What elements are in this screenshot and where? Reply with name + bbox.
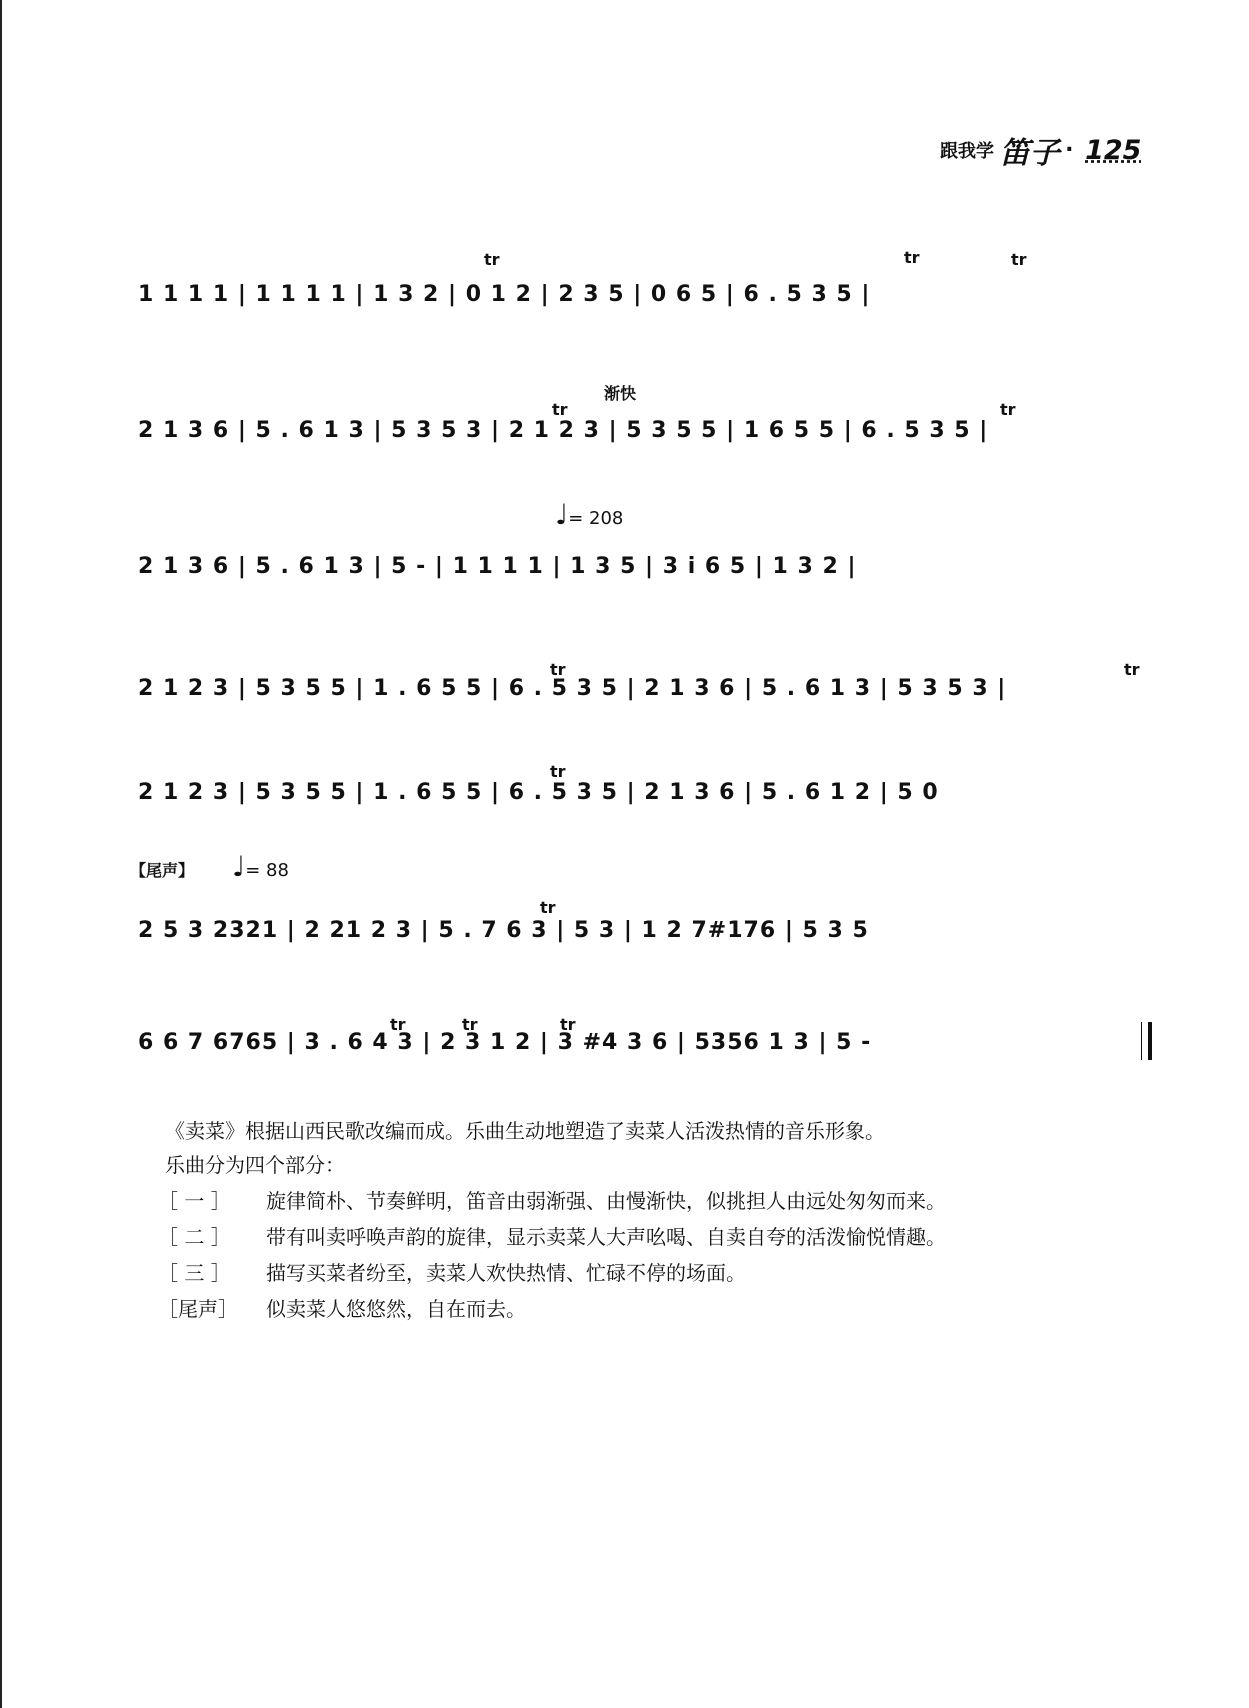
part-item bbox=[158, 1186, 1198, 1216]
trill-mark: tr bbox=[1011, 250, 1027, 269]
score-line: 2 5 3 2321 | 2 21 2 3 | 5 . 7 6 3 | 5 3 | 1 2 7#176 | 5 3 5 bbox=[138, 918, 869, 943]
trill-mark: tr bbox=[390, 1015, 406, 1034]
part-text: 描写买菜者纷至，卖菜人欢快热情、忙碌不停的场面。 bbox=[266, 1261, 746, 1285]
part-label: ［ 三 ］ bbox=[158, 1261, 231, 1285]
part-item bbox=[158, 1294, 1198, 1324]
trill-mark: tr bbox=[550, 762, 566, 781]
page-number: 125 bbox=[1085, 134, 1142, 166]
part-label: ［ 二 ］ bbox=[158, 1225, 231, 1249]
trill-mark: tr bbox=[1000, 400, 1016, 419]
part-text: 旋律简朴、节奏鲜明，笛音由弱渐强、由慢渐快，似挑担人由远处匆匆而来。 bbox=[266, 1189, 946, 1213]
score-line: 6 6 7 6765 | 3 . 6 4 3 | 2 3 1 2 | 3 #4 3 6 | 5356 1 3 | 5 - bbox=[138, 1030, 872, 1055]
score-line: 2 1 3 6 | 5 . 6 1 3 | 5 3 5 3 | 2 1 2 3 | 5 3 5 5 | 1 6 5 5 | 6 . 5 3 5 | bbox=[138, 418, 989, 443]
tempo-marking bbox=[232, 850, 289, 883]
part-item bbox=[158, 1258, 1198, 1288]
trill-mark: tr bbox=[552, 400, 568, 419]
description-parts-intro: 乐曲分为四个部分： bbox=[165, 1153, 345, 1177]
part-text: 似卖菜人悠悠然，自在而去。 bbox=[266, 1297, 526, 1321]
barline-final bbox=[1148, 1022, 1152, 1060]
trill-mark: tr bbox=[462, 1015, 478, 1034]
header-series: 跟我学 bbox=[940, 141, 994, 162]
part-label: ［ 一 ］ bbox=[158, 1189, 231, 1213]
header-title: 笛子 bbox=[999, 136, 1060, 171]
trill-mark: tr bbox=[484, 250, 500, 269]
quarter-note-icon: ♩ bbox=[232, 850, 246, 883]
running-header bbox=[940, 128, 1141, 172]
score-line: 2 1 2 3 | 5 3 5 5 | 1 . 6 5 5 | 6 . 5 3 5 | 2 1 3 6 | 5 . 6 1 3 | 5 3 5 3 | bbox=[138, 676, 1007, 701]
score-line: 1 1 1 1 | 1 1 1 1 | 1 3 2 | 0 1 2 | 2 3 5 | 0 6 5 | 6 . 5 3 5 | bbox=[138, 282, 871, 307]
barline-thin bbox=[1141, 1022, 1142, 1060]
tempo-value: = 208 bbox=[568, 508, 624, 529]
trill-mark: tr bbox=[560, 1015, 576, 1034]
score-line: 2 1 2 3 | 5 3 5 5 | 1 . 6 5 5 | 6 . 5 3 5 | 2 1 3 6 | 5 . 6 1 2 | 5 0 bbox=[138, 780, 939, 805]
description-intro: 《卖菜》根据山西民歌改编而成。乐曲生动地塑造了卖菜人活泼热情的音乐形象。 bbox=[165, 1119, 885, 1143]
part-text: 带有叫卖呼唤声韵的旋律，显示卖菜人大声吆喝、自卖自夸的活泼愉悦情趣。 bbox=[266, 1225, 946, 1249]
part-label: ［尾声］ bbox=[158, 1297, 238, 1321]
tempo-text-mark: 渐快 bbox=[604, 384, 637, 403]
trill-mark: tr bbox=[904, 248, 920, 267]
quarter-note-icon: ♩ bbox=[555, 498, 569, 531]
trill-mark: tr bbox=[550, 660, 566, 679]
tempo-value: = 88 bbox=[245, 860, 289, 881]
trill-mark: tr bbox=[540, 898, 556, 917]
trill-mark: tr bbox=[1124, 660, 1140, 679]
section-label: 【尾声】 bbox=[130, 861, 195, 880]
part-item bbox=[158, 1222, 1198, 1252]
page-left-border bbox=[0, 0, 2, 1708]
header-dot: · bbox=[1065, 137, 1074, 163]
tempo-marking bbox=[555, 498, 623, 531]
score-line: 2 1 3 6 | 5 . 6 1 3 | 5 - | 1 1 1 1 | 1 3 5 | 3 i 6 5 | 1 3 2 | bbox=[138, 554, 857, 579]
